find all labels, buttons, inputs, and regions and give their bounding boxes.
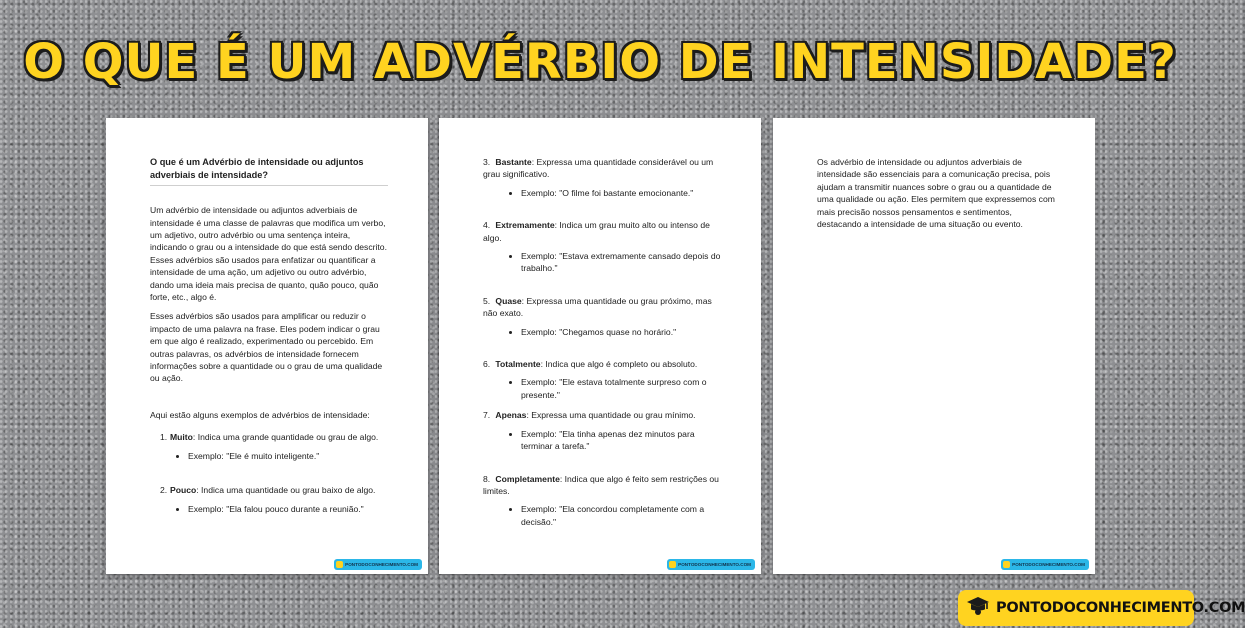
graduation-cap-icon <box>1003 561 1010 568</box>
examples-intro: Aqui estão alguns exemplos de advérbios de intensidade: <box>150 409 370 420</box>
item-number: 4. <box>483 220 491 231</box>
adverb-term: Bastante <box>495 157 532 167</box>
item-number: 3. <box>483 157 491 167</box>
list-item <box>150 431 388 462</box>
footer-logo-text: PONTODOCONHECIMENTO.COM <box>1012 562 1085 567</box>
adverb-term: Quase <box>495 295 522 306</box>
list-item <box>483 409 721 452</box>
document-page-2 <box>439 118 761 574</box>
adverb-example: • Exemplo: "Chegamos quase no horário." <box>521 326 721 338</box>
adverb-list <box>150 431 388 515</box>
adverb-example: • Exemplo: "Ela tinha apenas dez minutos para terminar a tarefa." <box>521 428 721 453</box>
adverb-example: • Exemplo: "Ele é muito inteligente." <box>188 450 388 462</box>
item-number: 7. <box>483 410 491 421</box>
item-number: 1. <box>160 432 168 443</box>
list-item <box>483 473 721 529</box>
adverb-example: • Exemplo: "Ele estava totalmente surpreso com o presente." <box>521 376 721 401</box>
list-item <box>483 358 721 401</box>
adverb-description: : Indica uma quantidade ou grau baixo de algo. <box>196 485 376 496</box>
adverb-term: Completamente <box>495 473 560 484</box>
brand-name: PONTODOCONHECIMENTO.COM <box>996 600 1245 616</box>
list-item <box>150 484 388 515</box>
page-headline: O QUE É UM ADVÉRBIO DE INTENSIDADE? <box>23 34 1177 90</box>
paragraph-definition: Um advérbio de intensidade ou adjuntos adverbiais de intensidade é uma classe de palavras que modifica um verbo, um adjetivo, outro advérbio ou uma sentença inteira, indicando o grau ou a intensidade do que está sendo descrito. Esses advérbios são usados para enfatizar ou quantificar a intensidade de uma ação, um adjetivo ou outro advérbio, dando uma ideia mais precisa de quanto, quão pouco, quão forte, etc., algo é. <box>150 205 387 303</box>
adverb-description: : Expressa uma quantidade considerável ou um grau significativo. <box>483 157 714 180</box>
adverb-description: : Expressa uma quantidade ou grau próximo, mas não exato. <box>483 295 712 319</box>
footer-logo-text: PONTODOCONHECIMENTO.COM <box>345 562 418 567</box>
item-number: 5. <box>483 295 491 306</box>
document-heading: O que é um Advérbio de intensidade ou adjuntos adverbiais de intensidade? <box>150 156 388 186</box>
brand-logo[interactable] <box>958 590 1245 626</box>
adverb-description: : Indica que algo é completo ou absoluto. <box>540 359 698 370</box>
list-item <box>483 219 721 275</box>
document-page-3 <box>773 118 1095 574</box>
graduation-cap-icon <box>336 561 343 568</box>
adverb-description: : Indica que algo é feito sem restrições ou limites. <box>483 473 719 496</box>
footer-logo-badge <box>667 559 755 570</box>
adverb-example: • Exemplo: "Ela falou pouco durante a reunião." <box>188 503 388 515</box>
document-page-1 <box>106 118 428 574</box>
graduation-cap-icon <box>669 561 676 568</box>
paragraph-usage: Esses advérbios são usados para amplificar ou reduzir o impacto de uma palavra na frase. Eles podem indicar o grau em que algo é realizado, experimentado ou percebido. Em outras palavras, os advérbios de intensidade fornecem informações sobre a quantidade ou o grau de uma qualidade ou ação. <box>150 311 383 384</box>
adverb-description: : Indica um grau muito alto ou intenso de algo. <box>483 220 710 243</box>
list-item <box>483 295 721 338</box>
item-number: 6. <box>483 359 491 370</box>
footer-logo-badge <box>334 559 422 570</box>
adverb-description: : Expressa uma quantidade ou grau mínimo. <box>526 410 696 421</box>
list-item <box>483 156 721 199</box>
item-number: 2. <box>160 485 168 496</box>
footer-logo-text: PONTODOCONHECIMENTO.COM <box>678 562 751 567</box>
adverb-example: • Exemplo: "Ela concordou completamente com a decisão." <box>521 503 721 528</box>
adverb-term: Pouco <box>170 485 197 496</box>
adverb-term: Muito <box>170 432 193 443</box>
adverb-term: Extremamente <box>495 220 555 231</box>
adverb-example: • Exemplo: "Estava extremamente cansado depois do trabalho." <box>521 250 721 275</box>
adverb-example: • Exemplo: "O filme foi bastante emocionante." <box>521 187 721 199</box>
footer-logo-badge <box>1001 559 1089 570</box>
graduation-cap-icon <box>966 594 990 623</box>
item-number: 8. <box>483 473 491 484</box>
adverb-term: Totalmente <box>495 359 541 370</box>
adverb-list <box>483 156 721 528</box>
paragraph-conclusion: Os advérbio de intensidade ou adjuntos adverbiais de intensidade são essenciais para a comunicação precisa, pois ajudam a transmitir nuances sobre o grau ou a quantidade de uma qualidade ou ação. Eles permitem que expressemos com mais precisão nossos pensamentos e sentimentos, destacando a intensidade de uma situação ou evento. <box>817 157 1055 230</box>
adverb-term: Apenas <box>495 410 527 421</box>
adverb-description: : Indica uma grande quantidade ou grau de algo. <box>192 432 379 443</box>
